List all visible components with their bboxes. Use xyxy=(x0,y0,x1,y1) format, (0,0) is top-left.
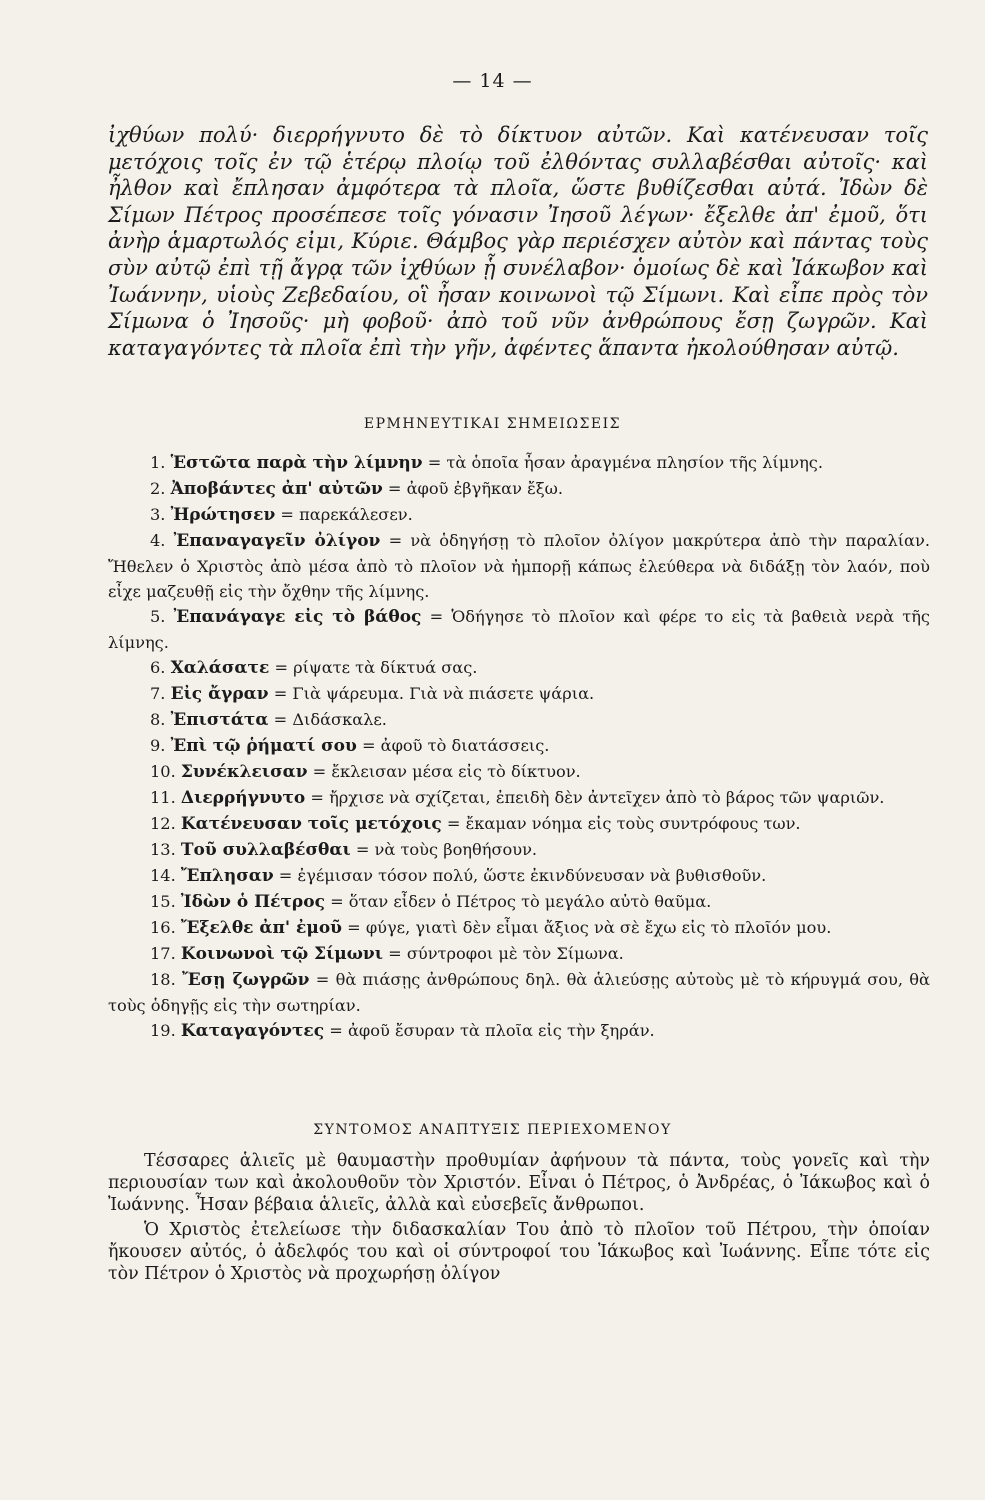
note-item: 8. Ἐπιστάτα = Διδάσκαλε. xyxy=(150,710,387,730)
note-item: 10. Συνέκλεισαν = ἔκλεισαν μέσα εἰς τὸ δίκτυον. xyxy=(150,762,581,782)
page-number: — 14 — xyxy=(452,70,533,92)
note-item: 15. Ἰδὼν ὁ Πέτρος = ὅταν εἶδεν ὁ Πέτρος τὸ μεγάλο αὐτὸ θαῦμα. xyxy=(150,892,712,912)
note-item: 11. Διερρήγνυτο = ἤρχισε νὰ σχίζεται, ἐπειδὴ δὲν ἀντεῖχεν ἀπὸ τὸ βάρος τῶν ψαριῶν. xyxy=(150,788,885,808)
note-item: 19. Καταγαγόντες = ἀφοῦ ἔσυραν τὰ πλοῖα εἰς τὴν ξηράν. xyxy=(150,1021,655,1041)
notes-heading: ΕΡΜΗΝΕΥΤΙΚΑΙ ΣΗΜΕΙΩΣΕΙΣ xyxy=(363,416,622,432)
summary-heading: ΣΥΝΤΟΜΟΣ ΑΝΑΠΤΥΞΙΣ ΠΕΡΙΕΧΟΜΕΝΟΥ xyxy=(313,1122,672,1138)
note-item: 9. Ἐπὶ τῷ ῥήματί σου = ἀφοῦ τὸ διατάσσεις. xyxy=(150,736,550,756)
summary-paragraph: Τέσσαρες ἁλιεῖς μὲ θαυμαστὴν προθυμίαν ἀφήνουν τὰ πάντα, τοὺς γονεῖς καὶ τὴν περιουσίαν των καὶ ἀκολουθοῦν τὸν Χριστόν. Εἶναι ὁ Πέτρος, ὁ Ἀνδρέας, ὁ Ἰάκωβος καὶ ὁ Ἰωάννης. Ἦσαν βέβαια ἁλιεῖς, ἀλλὰ καὶ εὐσεβεῖς ἄνθρωποι. xyxy=(108,1151,930,1215)
note-item: 16. Ἔξελθε ἀπ' ἐμοῦ = φύγε, γιατὶ δὲν εἶμαι ἄξιος νὰ σὲ ἔχω εἰς τὸ πλοῖόν μου. xyxy=(150,918,832,938)
note-item: 1. Ἑστῶτα παρὰ τὴν λίμνην = τὰ ὁποῖα ἦσαν ἀραγμένα πλησίον τῆς λίμνης. xyxy=(150,453,824,473)
note-item: 18. Ἔσῃ ζωγρῶν = θὰ πιάσῃς ἀνθρώπους δηλ. θὰ ἁλιεύσῃς αὐτοὺς μὲ τὸ κήρυγμά σου, θὰ τοὺς ὁδηγῇς εἰς τὴν σωτηρίαν. xyxy=(108,970,930,1015)
note-item: 17. Κοινωνοὶ τῷ Σίμωνι = σύντροφοι μὲ τὸν Σίμωνα. xyxy=(150,944,624,964)
note-item: 5. Ἐπανάγαγε εἰς τὸ βάθος = Ὁδήγησε τὸ πλοῖον καὶ φέρε το εἰς τὰ βαθειὰ νερὰ τῆς λίμνης. xyxy=(108,607,930,652)
note-item: 3. Ἠρώτησεν = παρεκάλεσεν. xyxy=(150,505,413,525)
note-item: 14. Ἔπλησαν = ἐγέμισαν τόσον πολύ, ὥστε ἐκινδύνευσαν νὰ βυθισθοῦν. xyxy=(150,866,767,886)
note-item: 6. Χαλάσατε = ρίψατε τὰ δίκτυά σας. xyxy=(150,658,478,678)
summary-section xyxy=(108,1150,930,1288)
notes-list xyxy=(108,450,930,1044)
note-item: 13. Τοῦ συλλαβέσθαι = νὰ τοὺς βοηθήσουν. xyxy=(150,840,538,860)
note-item: 12. Κατένευσαν τοῖς μετόχοις = ἔκαμαν νόημα εἰς τοὺς συντρόφους των. xyxy=(150,814,801,834)
summary-paragraph: Ὁ Χριστὸς ἐτελείωσε τὴν διδασκαλίαν Του ἀπὸ τὸ πλοῖον τοῦ Πέτρου, τὴν ὁποίαν ἤκουσεν αὐτός, ὁ ἀδελφός του καὶ οἱ σύντροφοί του Ἰάκωβος καὶ Ἰωάννης. Εἶπε τότε εἰς τὸν Πέτρον ὁ Χριστὸς νὰ προχωρήσῃ ὀλίγον xyxy=(108,1220,930,1284)
gospel-paragraph: ἰχθύων πολύ· διερρήγνυτο δὲ τὸ δίκτυον αὐτῶν. Καὶ κατένευσαν τοῖς μετόχοις τοῖς ἐν τῷ ἑτέρῳ πλοίῳ τοῦ ἐλθόντας συλλαβέσθαι αὐτοῖς· καὶ ἦλθον καὶ ἔπλησαν ἀμφότερα τὰ πλοῖα, ὥστε βυθίζεσθαι αὐτά. Ἰδὼν δὲ Σίμων Πέτρος προσέπεσε τοῖς γόνασιν Ἰησοῦ λέγων· ἔξελθε ἀπ' ἐμοῦ, ὅτι ἀνὴρ ἁμαρτωλός εἰμι, Κύριε. Θάμβος γὰρ περιέσχεν αὐτὸν καὶ πάντας τοὺς σὺν αὐτῷ ἐπὶ τῇ ἄγρᾳ τῶν ἰχθύων ᾗ συνέλαβον· ὁμοίως δὲ καὶ Ἰάκωβον καὶ Ἰωάννην, υἱοὺς Ζεβεδαίου, οἳ ἦσαν κοινωνοὶ τῷ Σίμωνι. Καὶ εἶπε πρὸς τὸν Σίμωνα ὁ Ἰησοῦς· μὴ φοβοῦ· ἀπὸ τοῦ νῦν ἀνθρώπους ἔσῃ ζωγρῶν. Καὶ καταγαγόντες τὰ πλοῖα ἐπὶ τὴν γῆν, ἀφέντες ἅπαντα ἠκολούθησαν αὐτῷ. xyxy=(108,123,928,360)
note-item: 4. Ἐπαναγαγεῖν ὀλίγον = νὰ ὁδηγήσῃ τὸ πλοῖον ὀλίγον μακρύτερα ἀπὸ τὴν παραλίαν. Ἤθελεν ὁ Χριστὸς ἀπὸ μέσα ἀπὸ τὸ πλοῖον νὰ ἠμπορῇ κάπως ἐλεύθερα νὰ διδάξῃ τὸν λαόν, ποὺ εἶχε μαζευθῇ εἰς τὴν ὄχθην τῆς λίμνης. xyxy=(108,531,930,601)
note-item: 7. Εἰς ἄγραν = Γιὰ ψάρευμα. Γιὰ νὰ πιάσετε ψάρια. xyxy=(150,684,595,704)
note-item: 2. Ἀποβάντες ἀπ' αὐτῶν = ἀφοῦ ἐβγῆκαν ἔξω. xyxy=(150,479,564,499)
